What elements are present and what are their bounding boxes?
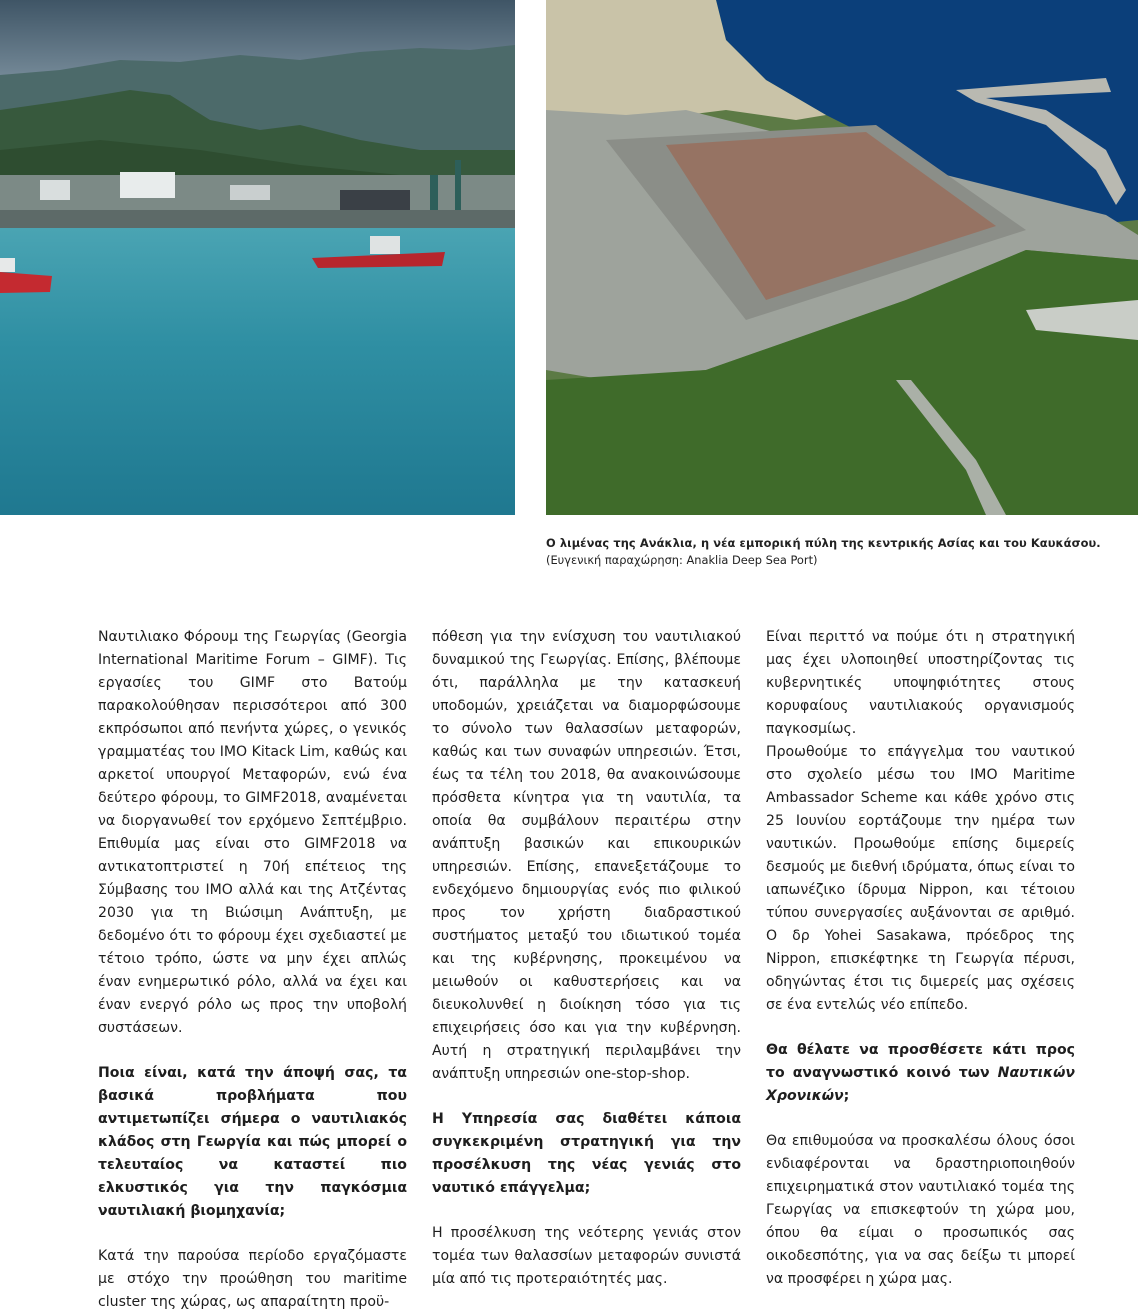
column3-paragraph: Είναι περιττό να πούμε ότι η στρατηγική μας έχει υλοποιηθεί υποστηρίζοντας τις κυβερνητικές υποψηφιότητες στους κορυφαίους ναυτιλιακούς οργανισμούς παγκοσμίως. [766,629,1075,737]
column3-paragraph-2: Προωθούμε το επάγγελμα του ναυτικού στο σχολείο μέσω του IMO Maritime Ambassador Scheme και κάθε χρόνο στις 25 Ιουνίου εορτάζουμε την ημέρα των ναυτικών. Προωθούμε επίσης διμερείς δεσμούς με διεθνή ιδρύματα, όπως είναι το ιαπωνέζικο ίδρυμα Nippon, και τέτοιου τύπου συνεργασίες αυξάνονται σε αριθμό. Ο δρ Yohei Sasakawa, πρόεδρος της Nippon, επισκέφτηκε τη Γεωργία πέρυσι, οδηγώντας έτσι τις διμερείς μας σχέσεις σε ένα εντελώς νέο επίπεδο. [766,744,1075,1013]
harbour-illustration [0,0,515,515]
article-column-2 [432,626,741,1291]
article-column-3 [766,626,1075,1291]
question-text-c: ; [843,1088,850,1104]
magazine-title: Ναυτικών Χρονικών [766,1065,1075,1104]
caption-title: Ο λιμένας της Ανάκλια, η νέα εμπορική πύλη της κεντρικής Ασίας και του Καυκάσου. [546,536,1101,550]
question-heading-2: Η Υπηρεσία σας διαθέτει κάποια συγκεκριμένη στρατηγική για την προσέλκυση της νέας γενιάς στο ναυτικό επάγγελμα; [432,1111,741,1196]
column2-paragraph: πόθεση για την ενίσχυση του ναυτιλιακού δυναμικού της Γεωργίας. Επίσης, βλέπουμε ότι, παράλληλα με την κατασκευή υποδομών, χρειάζεται να διαμορφώσουμε το σύνολο των θαλασσίων μεταφορών, καθώς και των συναφών υπηρεσιών. Έτσι, έως τα τέλη του 2018, θα ανακοινώσουμε πρόσθετα κίνητρα για τη ναυτιλία, τα οποία θα συμβάλουν περαιτέρω στην ανάπτυξη βασικών και επικουρικών υπηρεσιών. Επίσης, επανεξετάζουμε το ενδεχόμενο δημιουργίας ενός πιο φιλικού προς τον χρήστη διαδραστικού συστήματος μεταξύ του ιδιωτικού τομέα και της κυβέρνησης, προκειμένου να μειωθούν οι καθυστερήσεις και να διευκολυνθεί η διοίκηση τόσο για τις επιχειρήσεις όσο και για την κυβέρνηση. Αυτή η στρατηγική περιλαμβάνει την ανάπτυξη υπηρεσιών one-stop-shop. [432,629,741,1082]
question-heading-3 [766,1039,1075,1108]
port-illustration [546,0,1138,515]
caption-credit: (Ευγενική παραχώρηση: Anaklia Deep Sea Port) [546,553,818,567]
question-heading: Ποια είναι, κατά την άποψή σας, τα βασικά προβλήματα που αντιμετωπίζει σήμερα ο ναυτιλιακός κλάδος στη Γεωργία και πώς μπορεί ο τελευταίος να καταστεί πιο ελκυστικός για την παγκόσμια ναυτιλιακή βιομηχανία; [98,1065,407,1219]
question-text-a: Θα θέλατε να προσθέσετε κάτι προς το αναγνωστικό κοινό των [766,1042,1075,1081]
column1-paragraph-2: Κατά την παρούσα περίοδο εργαζόμαστε με στόχο την προώθηση του maritime cluster της χώρας, ως απαραίτητη προϋ- [98,1248,407,1310]
article-column-1 [98,626,407,1314]
column3-paragraph-3: Θα επιθυμούσα να προσκαλέσω όλους όσοι ενδιαφέρονται να δραστηριοποιηθούν επιχειρηματικά στον ναυτιλιακό τομέα της Γεωργίας να επισκεφτούν τη χώρα μου, όπου θα είμαι ο προσωπικός σας οικοδεσπότης, για να σας δείξω τι μπορεί να προσφέρει η χώρα μας. [766,1133,1075,1287]
photo-caption [546,535,1136,569]
column2-paragraph-2: Η προσέλκυση της νεότερης γενιάς στον τομέα των θαλασσίων μεταφορών συνιστά μία από τις προτεραιότητές μας. [432,1225,741,1287]
harbour-photo [0,0,515,515]
column1-paragraph: Ναυτιλιακο Φόρουμ της Γεωργίας (Georgia International Maritime Forum – GIMF). Τις εργασίες του GIMF στο Βατούμ παρακολούθησαν περισσότεροι από 300 εκπρόσωποι από πενήντα χώρες, ο γενικός γραμματέας του IMO Kitack Lim, καθώς και αρκετοί υπουργοί Μεταφορών, ενώ ένα δεύτερο φόρουμ, το GIMF2018, αναμένεται να διοργανωθεί τον ερχόμενο Σεπτέμβριο. Επιθυμία μας είναι στο GIMF2018 να αντικατοπτριστεί η 70ή επέτειος της Σύμβασης του IMO αλλά και της Ατζέντας 2030 για τη Βιώσιμη Ανάπτυξη, με δεδομένο ότι το φόρουμ έχει σχεδιαστεί με τέτοιο τρόπο, ώστε να μην έχει απλώς έναν ενημερωτικό ρόλο, αλλά να έχει και έναν ενεργό ρόλο ως προς την υποβολή συστάσεων. [98,629,407,1036]
port-rendering-photo [546,0,1138,515]
